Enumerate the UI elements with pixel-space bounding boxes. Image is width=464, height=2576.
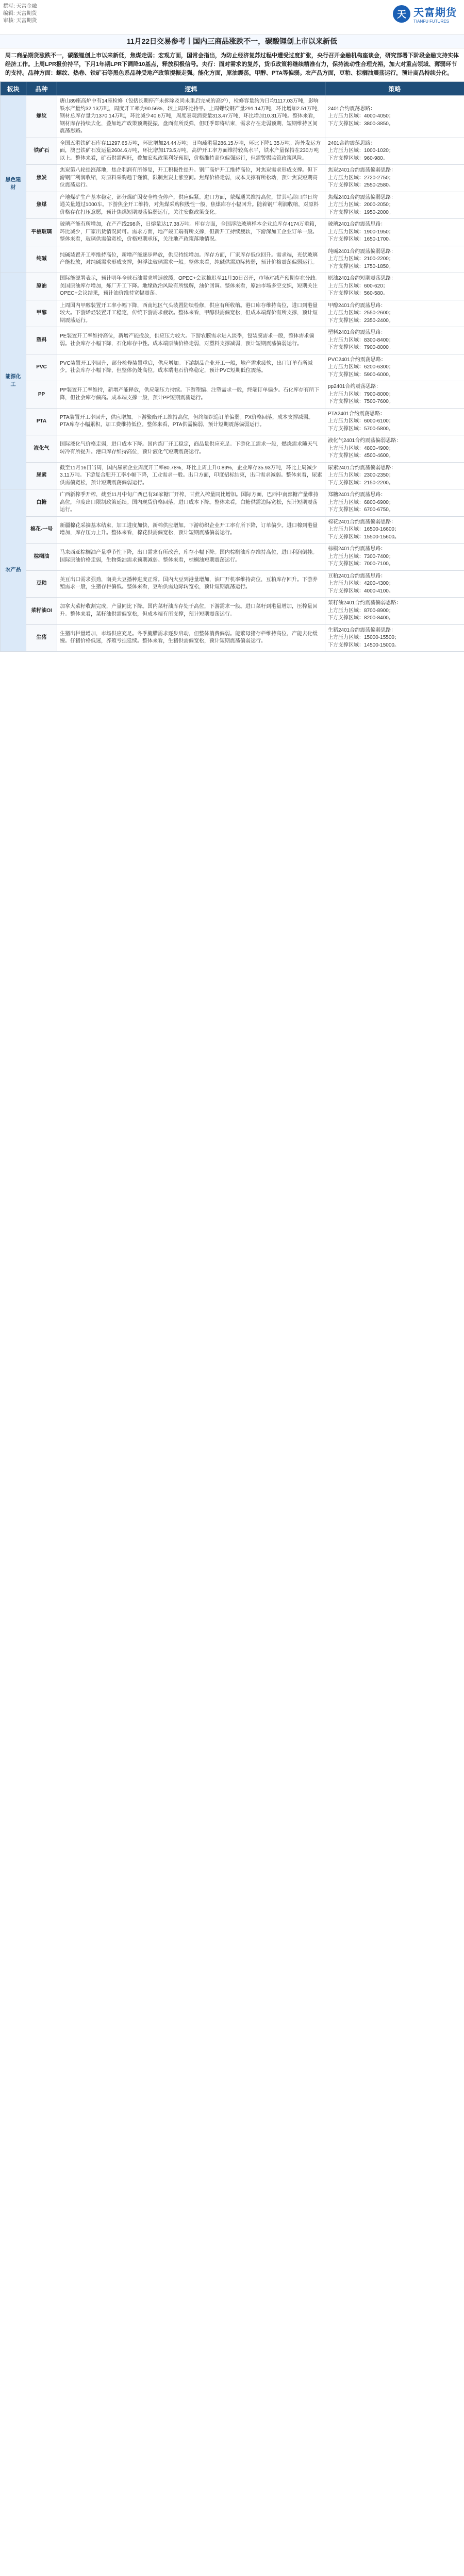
strategy-cell: 棕榈2401合约震荡思路： 上方压力区域：7300-7400； 下方支撑区域：7000-7100。 (325, 544, 464, 571)
top-header (0, 0, 464, 35)
meta-line: 审核: 天富期货 (3, 18, 37, 24)
strategy-cell: 尿素2401合约震荡偏弱思路： 上方压力区域：2300-2350； 下方支撑区域：2150-2200。 (325, 462, 464, 489)
variety-cell: 螺纹 (26, 96, 57, 138)
variety-cell: 焦煤 (26, 192, 57, 219)
table-row (1, 598, 464, 625)
table-row (1, 570, 464, 598)
logic-cell: 纯碱装置开工率维持高位，新增产能逐步释放，供应持续增加。库存方面，厂家库存低位回升。需求端，光伏玻璃产能投放，对纯碱需求形成支撑，但浮法玻璃需求一般。整体来看，纯碱供需边际转弱，预计价格震荡偏弱运行。 (57, 246, 325, 273)
variety-cell: PVC (26, 354, 57, 381)
variety-cell: 原油 (26, 273, 57, 300)
logo-mark-icon: 天 (393, 5, 410, 23)
header-sector: 板块 (1, 82, 26, 96)
logic-cell: 生猪出栏量增加，市场供应充足。冬季腌腊需求逐步启动，但整体消费偏弱。能繁母猪存栏维持高位，产能去化缓慢。仔猪价格低迷，养殖亏损延续。整体来看，生猪供需偏宽松，预计短期震荡偏弱运行。 (57, 624, 325, 652)
logic-cell: 国际能源署表示，预计明年全球石油需求增速放缓，OPEC+会议推迟至11月30日召开，市场对减产预期存在分歧。美国原油库存增加，炼厂开工下降。地缘政治风险有所缓解，油价回调。整体来看，原油市场多空交织，短期关注OPEC+会议结果，预计油价维持宽幅震荡。 (57, 273, 325, 300)
table-row (1, 462, 464, 489)
logic-cell: PVC装置开工率回升，部分检修装置重启，供应增加。下游制品企业开工一般，地产需求疲软，出口订单有所减少。社会库存小幅下降，但整体仍处高位。成本端电石价格稳定，预计PVC短期低位震荡。 (57, 354, 325, 381)
variety-cell: PP (26, 381, 57, 409)
strategy-cell: pp2401合约震荡思路： 上方压力区域：7900-8000； 下方支撑区域：7500-7600。 (325, 381, 464, 409)
variety-cell: 铁矿石 (26, 138, 57, 165)
variety-cell: 焦炭 (26, 165, 57, 192)
logic-cell: 上周国内甲醇装置开工率小幅下降，西南地区气头装置陆续检修，供应有所收缩。港口库存维持高位，进口到港量较大。下游烯烃装置开工稳定，传统下游需求疲软。整体来看，甲醇供需偏宽松，但成本端煤价有所支撑，预计短期震荡运行。 (57, 300, 325, 327)
logic-cell: 马来西亚棕榈油产量季节性下降，出口需求有所改善，库存小幅下降。国内棕榈油库存维持高位，进口利润倒挂。国际原油价格走弱，生物柴油需求预期减弱。整体来看，棕榈油短期震荡运行。 (57, 544, 325, 571)
table-row (1, 408, 464, 435)
table-row (1, 165, 464, 192)
header-variety: 品种 (26, 82, 57, 96)
strategy-cell: 郑糖2401合约震荡思路： 上方压力区域：6800-6900； 下方支撑区域：6700-6750。 (325, 489, 464, 517)
lead-paragraph: 周二商品期货涨跌不一，碳酸锂创上市以来新低，焦煤走弱；宏观方面，国常会指出，为防止经济复苏过程中遭受过度扩张，央行召开金融机构座谈会，研究部署下阶段金融支持实体经济工作。上周LPR报价持平，下月1年期LPR下调降10基点，释放积极信号。央行：面对需求的复苏，货币政策将继续精准有力，保持流动性合理充裕，加大对重点领域、薄弱环节的支持。品种方面：螺纹、热卷、铁矿石等黑色系品种受地产政策提振走强。能化方面，原油震荡，甲醇、PTA等偏弱。农产品方面，豆粕、棕榈油震荡运行，预计商品持续分化。 (0, 48, 464, 81)
variety-cell: 纯碱 (26, 246, 57, 273)
strategy-cell: 2401合约震荡思路： 上方压力区域：1000-1020； 下方支撑区域：960-980。 (325, 138, 464, 165)
logic-cell: 加拿大菜籽收割完成，产量同比下降。国内菜籽油库存处于高位，下游需求一般。进口菜籽到港量增加，压榨量回升。整体来看，菜籽油供需偏宽松，但成本端有所支撑，预计短期震荡运行。 (57, 598, 325, 625)
strategy-cell: 菜籽油2401合约震荡偏弱思路： 上方压力区域：8700-8900； 下方支撑区域：8200-8400。 (325, 598, 464, 625)
logic-cell: PP装置开工率维持，新增产能释放，供应端压力持续。下游塑编、注塑需求一般，终端订单偏少。石化库存有所下降，但社会库存偏高。成本端支撑一般，预计PP短期震荡运行。 (57, 381, 325, 409)
table-row (1, 192, 464, 219)
meta-line: 编辑: 天富期货 (3, 11, 37, 16)
strategy-cell: 纯碱2401合约震荡偏弱思路： 上方压力区域：2100-2200； 下方支撑区域：1750-1850。 (325, 246, 464, 273)
strategy-cell: 2401合约震荡思路： 上方压力区域：4000-4050； 下方支撑区域：3800-3850。 (325, 96, 464, 138)
strategy-cell: 豆粕2401合约震荡思路： 上方压力区域：4200-4300； 下方支撑区域：4000-4100。 (325, 570, 464, 598)
strategy-table (0, 81, 464, 652)
variety-cell: 白糖 (26, 489, 57, 517)
table-row (1, 246, 464, 273)
variety-cell: 生猪 (26, 624, 57, 652)
logo-text: 天富期货 (413, 7, 457, 19)
variety-cell: PTA (26, 408, 57, 435)
variety-cell: 豆粕 (26, 570, 57, 598)
brand-logo (393, 4, 457, 24)
strategy-cell: 焦煤2401合约震荡偏弱思路： 上方压力区域：2000-2050； 下方支撑区域：1950-2000。 (325, 192, 464, 219)
logic-cell: 广西新榨季开榨，截至11月中旬广西已有36家糖厂开榨，甘蔗入榨量同比增加。国际方面，巴西中南部糖产量维持高位，印度出口限制政策延续。国内现货价格回落，进口成本下降。整体来看，白糖供需边际宽松，预计短期震荡运行。 (57, 489, 325, 517)
table-row (1, 273, 464, 300)
sector-cell: 农产品 (1, 489, 26, 652)
strategy-cell: PVC2401合约震荡思路： 上方压力区域：6200-6300； 下方支撑区域：5900-6000。 (325, 354, 464, 381)
logic-cell: 焦炭第八轮提涨落地，焦企利润有所修复，开工积极性提升。钢厂高炉开工维持高位，对焦炭需求形成支撑。但下游钢厂利润收缩，对原料采购趋于谨慎，限制焦炭上涨空间。焦煤价格走弱，成本支撑有所松动，预计焦炭短期高位震荡运行。 (57, 165, 325, 192)
table-row (1, 300, 464, 327)
logic-cell: 产地煤矿生产基本稳定，部分煤矿因安全检查停产，供应偏紧。进口方面，蒙煤通关维持高位，甘其毛都口岸日均通关量超过1000车。下游焦企开工维持，对焦煤采购积极性一般，焦煤库存小幅回升。随着钢厂利润收缩，对原料价格存在打压意愿，预计焦煤短期震荡偏弱运行，关注安监政策变化。 (57, 192, 325, 219)
table-row (1, 96, 464, 138)
table-row (1, 354, 464, 381)
variety-cell: 塑料 (26, 327, 57, 354)
variety-cell: 棉花-一号 (26, 516, 57, 544)
logic-cell: 截至11月16日当周，国内尿素企业周度开工率80.78%，环比上周上升0.89%，企业库存35.93万吨，环比上周减少3.11万吨。下游复合肥开工率小幅下降，工业需求一般。出口方面，印度招标结束，出口需求减弱。整体来看，尿素供需偏宽松，预计短期震荡偏弱运行。 (57, 462, 325, 489)
header-logic: 逻辑 (57, 82, 325, 96)
logic-cell: 美豆出口需求强劲，南美大豆播种进度正常。国内大豆到港量增加，油厂开机率维持高位，豆粕库存回升。下游养殖需求一般，生猪存栏偏低。整体来看，豆粕供需边际转宽松，预计短期震荡运行。 (57, 570, 325, 598)
meta-line: 撰写: 天富金融 (3, 4, 37, 9)
sector-cell: 黑色建材 (1, 96, 26, 273)
strategy-cell: 液化气2401合约震荡偏弱思路： 上方压力区域：4800-4900； 下方支撑区域：4500-4600。 (325, 435, 464, 463)
table-row (1, 435, 464, 463)
variety-cell: 棕榈油 (26, 544, 57, 571)
variety-cell: 平板玻璃 (26, 219, 57, 246)
strategy-cell: 棉花2401合约震荡偏弱思路： 上方压力区域：16500-16600； 下方支撑区域：15500-15600。 (325, 516, 464, 544)
table-row (1, 489, 464, 517)
strategy-cell: 玻璃2401合约震荡思路： 上方压力区域：1900-1950； 下方支撑区域：1650-1700。 (325, 219, 464, 246)
table-row (1, 624, 464, 652)
table-row (1, 219, 464, 246)
logic-cell: 新疆棉花采摘基本结束，加工进度加快，新棉供应增加。下游纺织企业开工率有所下降，订单偏少。进口棉到港量增加，库存压力上升。整体来看，棉花供需偏宽松，预计短期震荡偏弱运行。 (57, 516, 325, 544)
logic-cell: PE装置开工率维持高位，新增产能投放，供应压力较大。下游农膜需求进入淡季，包装膜需求一般，整体需求偏弱。社会库存小幅下降，石化库存中性。成本端原油价格走弱，对塑料支撑减弱，预计短期震荡偏弱运行。 (57, 327, 325, 354)
logic-cell: 国际液化气价格走弱，进口成本下降。国内炼厂开工稳定，商品量供应充足。下游化工需求一般，燃烧需求随天气转冷有所提升。港口库存维持高位，预计液化气短期震荡运行。 (57, 435, 325, 463)
sector-cell: 能源化工 (1, 273, 26, 489)
variety-cell: 液化气 (26, 435, 57, 463)
variety-cell: 甲醇 (26, 300, 57, 327)
strategy-cell: 原油2401合约短期震荡思路： 上方压力区域：600-620； 下方支撑区域：560-580。 (325, 273, 464, 300)
table-row (1, 516, 464, 544)
strategy-cell: PTA2401合约震荡思路： 上方压力区域：6000-6100； 下方支撑区域：5700-5800。 (325, 408, 464, 435)
logo-subtext: TIANFU FUTURES (413, 19, 449, 24)
table-row (1, 327, 464, 354)
variety-cell: 尿素 (26, 462, 57, 489)
meta-block (3, 3, 37, 25)
table-header-row (1, 82, 464, 96)
logic-cell: PTA装置开工率回升，供应增加。下游聚酯开工维持高位，但终端织造订单偏弱。PX价格回落，成本支撑减弱。PTA库存小幅累积，加工费维持低位。整体来看，PTA供需偏弱，预计短期震荡偏弱运行。 (57, 408, 325, 435)
table-body (1, 96, 464, 652)
header-strategy: 策略 (325, 82, 464, 96)
strategy-cell: 焦炭2401合约震荡偏弱思路： 上方压力区域：2720-2750； 下方支撑区域：2550-2580。 (325, 165, 464, 192)
table-row (1, 544, 464, 571)
logic-cell: 唐山89座高炉中有14座检修（包括长期停产未拆除及尚未重启完成的高炉），检修容量约为日均1117.03万吨，影响铁水产量约32.13万吨，周度开工率为90.56%，较上周环比持平。上周螺纹钢产量291.14万吨，环比增加2.51万吨，钢材总库存量为1370.14万吨，环比减少40.6万吨，周度表观消费量313.47万吨，环比增加10.31万吨。整体来看，钢材库存持续去化，叠加地产政策预期提振，盘面有所反弹，但旺季即将结束，需求存在走弱预期，短期维持区间震荡思路。 (57, 96, 325, 138)
variety-cell: 菜籽油OI (26, 598, 57, 625)
logic-cell: 全国五港铁矿石库存11297.65万吨，环比增加24.44万吨；日均疏港量286.15万吨，环比下降1.35万吨。海外发运方面，澳巴铁矿石发运量2604.6万吨，环比增加173.5万吨。高炉开工率方面维持较高水平，铁水产量保持在230万吨以上。整体来看，矿石供需两旺，叠加宏观政策利好预期，价格维持高位偏强运行，但需警惕监管政策风险。 (57, 138, 325, 165)
strategy-cell: 塑料2401合约震荡思路： 上方压力区域：8300-8400； 下方支撑区域：7900-8000。 (325, 327, 464, 354)
logic-cell: 玻璃产能有所增加，在产产线298条，日熔量达17.38万吨。库存方面，全国浮法玻璃样本企业总库存4174万重箱，环比减少，厂家出货情况尚可。需求方面，地产竣工端有所支撑，但新开工持续疲软，下游深加工企业订单一般。整体来看，玻璃供需偏宽松，价格短期承压，关注地产政策落地情况。 (57, 219, 325, 246)
strategy-cell: 生猪2401合约震荡偏弱思路： 上方压力区域：15000-15500； 下方支撑区域：14500-15000。 (325, 624, 464, 652)
table-row (1, 138, 464, 165)
table-row (1, 381, 464, 409)
strategy-cell: 甲醇2401合约震荡思路： 上方压力区域：2550-2600； 下方支撑区域：2350-2400。 (325, 300, 464, 327)
page-title: 11月22日交易参考丨国内三商品涨跌不一，碳酸锂创上市以来新低 (0, 35, 464, 48)
